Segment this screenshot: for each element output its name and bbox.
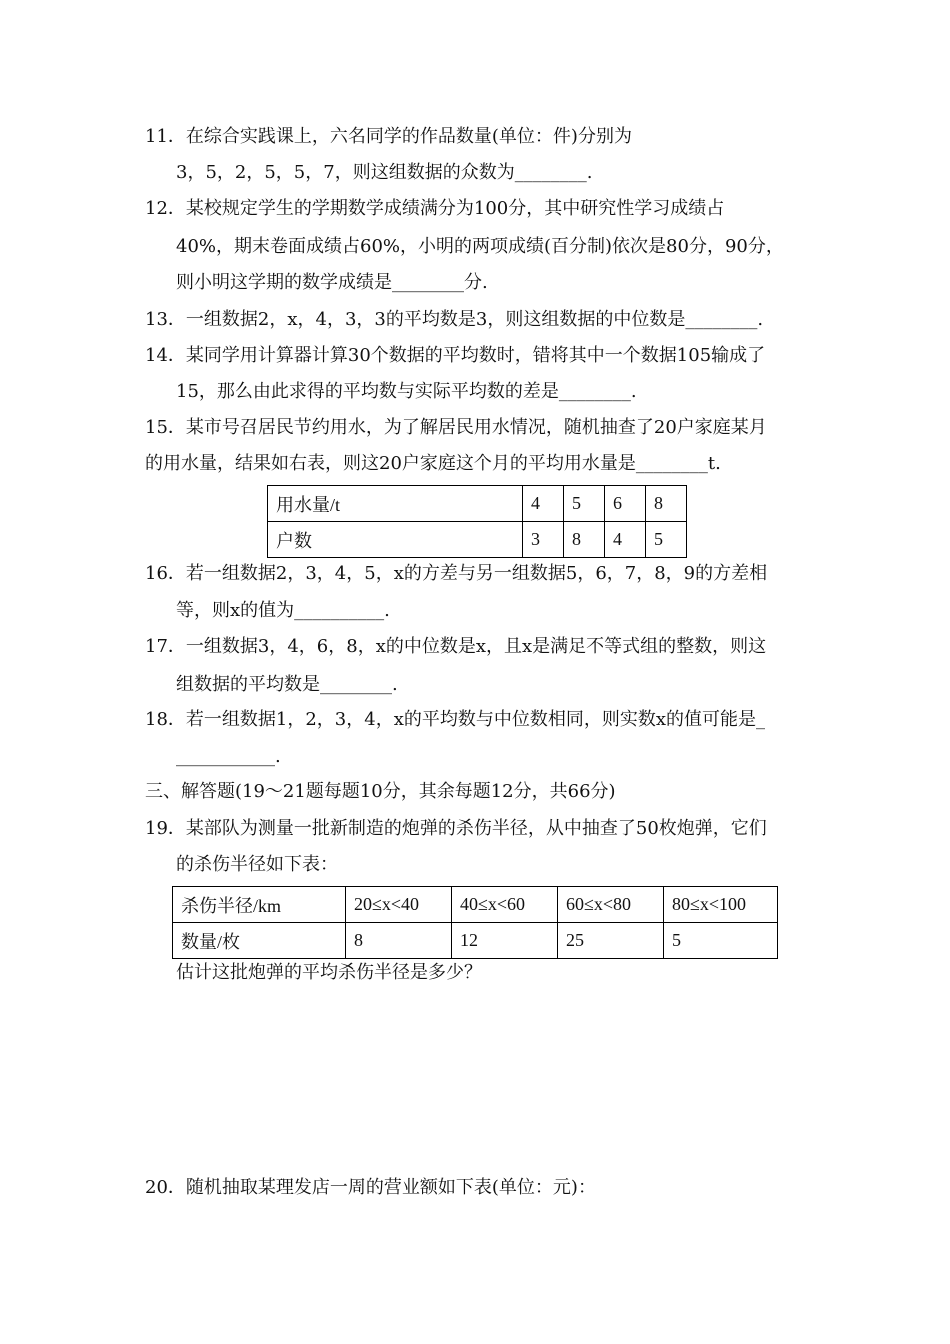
table-cell: 4 [523, 486, 564, 522]
q19-line1: 19．某部队为测量一批新制造的炮弹的杀伤半径，从中抽查了50枚炮弹，它们 [145, 818, 767, 839]
table-cell: 8 [346, 923, 452, 959]
q14-line2: 15，那么由此求得的平均数与实际平均数的差是________. [176, 381, 637, 402]
q12-line1: 12．某校规定学生的学期数学成绩满分为100分，其中研究性学习成绩占 [145, 198, 725, 219]
table-cell: 8 [564, 522, 605, 558]
q15-line2: 的用水量，结果如右表，则这20户家庭这个月的平均用水量是________t. [145, 453, 721, 474]
q19-line2: 的杀伤半径如下表： [176, 854, 338, 875]
q15-line1: 15．某市号召居民节约用水，为了解居民用水情况，随机抽查了20户家庭某月 [145, 417, 767, 438]
q20-line1: 20．随机抽取某理发店一周的营业额如下表(单位：元)： [145, 1177, 596, 1198]
table-cell: 80≤x<100 [664, 887, 778, 923]
table-cell: 5 [646, 522, 687, 558]
table-cell: 用水量/t [268, 486, 523, 522]
section-title: 三、解答题(19～21题每题10分，其余每题12分，共66分) [145, 781, 616, 802]
table-cell: 5 [564, 486, 605, 522]
kill-radius-table [172, 886, 778, 959]
table-cell: 5 [664, 923, 778, 959]
table-cell: 8 [646, 486, 687, 522]
q18-line1: 18．若一组数据1，2，3，4，x的平均数与中位数相同，则实数x的值可能是_ [145, 709, 766, 730]
q19-question: 估计这批炮弹的平均杀伤半径是多少？ [176, 962, 482, 983]
table-cell: 6 [605, 486, 646, 522]
table-row [173, 923, 778, 959]
table-cell: 20≤x<40 [346, 887, 452, 923]
q11-line1: 11．在综合实践课上，六名同学的作品数量(单位：件)分别为 [145, 126, 632, 147]
q13-line1: 13．一组数据2，x，4，3，3的平均数是3，则这组数据的中位数是________. [145, 309, 764, 330]
table-cell: 12 [452, 923, 558, 959]
table-cell: 40≤x<60 [452, 887, 558, 923]
table-cell: 3 [523, 522, 564, 558]
table-cell: 4 [605, 522, 646, 558]
table-cell: 户数 [268, 522, 523, 558]
q16-line1: 16．若一组数据2，3，4，5，x的方差与另一组数据5，6，7，8，9的方差相 [145, 563, 768, 584]
table-cell: 60≤x<80 [558, 887, 664, 923]
water-usage-table [267, 485, 687, 558]
q17-line1: 17．一组数据3，4，6，8，x的中位数是x，且x是满足不等式组的整数，则这 [145, 636, 767, 657]
q12-line2: 40%，期末卷面成绩占60%，小明的两项成绩(百分制)依次是80分，90分， [176, 236, 784, 257]
q16-line2: 等，则x的值为__________. [176, 600, 390, 621]
table-cell: 25 [558, 923, 664, 959]
table-cell: 杀伤半径/km [173, 887, 346, 923]
table-row [268, 522, 687, 558]
q12-line3: 则小明这学期的数学成绩是________分. [176, 272, 488, 293]
table-row [173, 887, 778, 923]
q14-line1: 14．某同学用计算器计算30个数据的平均数时，错将其中一个数据105输成了 [145, 345, 766, 366]
q18-line2: ___________. [176, 746, 281, 767]
table-row [268, 486, 687, 522]
q17-line2: 组数据的平均数是________. [176, 674, 398, 695]
table-cell: 数量/枚 [173, 923, 346, 959]
q11-line2: 3，5，2，5，5，7，则这组数据的众数为________. [176, 162, 593, 183]
